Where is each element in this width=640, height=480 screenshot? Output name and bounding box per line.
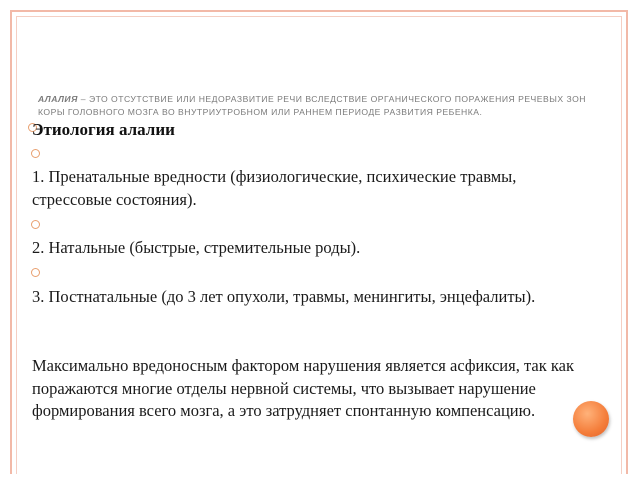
conclusion-text: Максимально вредоносным фактором нарушения является асфиксия, так как поражаются многие отделы нервной системы, что вызывает нарушение формирования всего мозга, а это затрудняет спонтанную компенсацию. bbox=[32, 356, 574, 420]
title-term: АЛАЛИЯ bbox=[38, 94, 78, 104]
decorative-circle-icon bbox=[573, 401, 609, 437]
bullet-icon bbox=[31, 149, 40, 158]
list-item-prenatal: 1. Пренатальные вредности (физиологические, психические травмы, стрессовые состояния). bbox=[32, 167, 517, 209]
bullet-icon bbox=[31, 268, 40, 277]
title-definition: – ЭТО ОТСУТСТВИЕ ИЛИ НЕДОРАЗВИТИЕ РЕЧИ ВСЛЕДСТВИЕ ОРГАНИЧЕСКОГО ПОРАЖЕНИЯ РЕЧЕВЫХ ЗОН КОРЫ ГОЛОВНОГО МОЗГА ВО ВНУТРИУТРОБНОМ ИЛИ РАННЕМ ПЕРИОДЕ РАЗВИТИЯ РЕБЕНКА. bbox=[38, 94, 586, 117]
slide-title bbox=[38, 93, 598, 119]
list-item-postnatal: 3. Постнатальные (до 3 лет опухоли, травмы, менингиты, энцефалиты). bbox=[32, 287, 536, 306]
section-heading: Этиология алалии bbox=[32, 120, 175, 139]
list-item-natal: 2. Натальные (быстрые, стремительные роды). bbox=[32, 238, 361, 257]
bullet-icon bbox=[31, 220, 40, 229]
